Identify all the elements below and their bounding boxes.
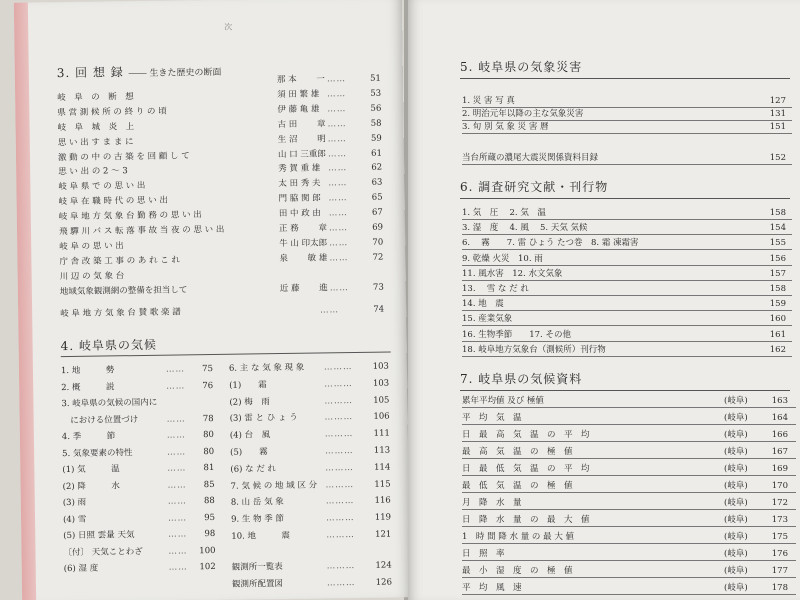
toc-entry-page: 53 [370,88,382,99]
toc-entry-page: 88 [203,495,215,507]
toc-entry-page: 175 [771,532,788,542]
toc-entry-page: 103 [372,361,390,372]
toc-row [462,479,796,493]
toc-entry-title: 2. 概 説 [61,381,115,393]
toc-entry-title: 月 降 水 量 [462,498,522,508]
right-page [408,0,800,600]
section-3-heading: 3. 回 想 録 [56,65,124,81]
toc-entry-page: 76 [202,380,214,391]
toc-row [230,443,395,459]
leader-dots: ……… [325,446,354,457]
toc-entry-page: 119 [374,512,392,523]
leader-dots: ……… [324,412,354,423]
toc-entry-page: 177 [771,566,788,576]
toc-entry-title: 思 い 出 す ま ま に [57,136,134,148]
toc-entry-author: 泉 敏 雄 [279,253,328,264]
toc-entry-author: 門 脇 関 郎 [278,193,321,205]
leader-dots: …… [329,252,349,264]
toc-entry-title: 日 照 率 [462,549,505,559]
toc-entry-location: (岐阜) [724,447,748,457]
toc-entry-title: (6) 湿 度 [63,563,99,575]
toc-entry-title: 累年平均値 及び 極値 [462,396,544,406]
toc-entry-location: (岐阜) [724,430,748,440]
toc-entry-page: 161 [769,329,786,340]
section-7-entries [462,394,796,600]
toc-entry-title: 最 高 気 温 の 極 値 [462,447,573,457]
toc-entry-author: 伊 藤 亀 雄 [277,104,320,115]
leader-dots: …… [329,282,349,293]
toc-entry-page: 164 [771,413,788,423]
toc-entry-title: 1 時 間 降 水 量 の 最 大 値 [462,532,575,542]
toc-row [231,527,396,543]
toc-entry-title: 地域気象観測網の整備を担当して [59,284,188,297]
toc-row [230,427,395,443]
section-7-title: 7. 岐阜県の気候資料 [460,372,583,386]
toc-entry-title: (4) 台 風 [229,430,271,441]
toc-entry-page: 154 [769,223,786,234]
toc-entry-page: 85 [203,479,215,490]
toc-entry-page: 131 [769,109,786,119]
toc-row [232,575,397,591]
toc-row [462,564,796,578]
toc-entry-title: (5) 霧 [230,447,268,458]
toc-entry-page: 157 [769,268,786,279]
toc-row [63,494,223,510]
toc-entry-page: 100 [199,545,216,556]
section-3-subtitle: ―― 生きた歴史の断面 [128,67,222,80]
leader-dots: …… [165,364,186,375]
toc-row [61,378,221,394]
toc-entry-title: 15. 産業気象 [462,314,513,325]
toc-entry-title: 16. 生物季節 17. その他 [462,329,571,340]
toc-row [62,411,222,427]
toc-entry-title: 飛 驒 川 バ ス 転 落 事 故 当 夜 の 思 い 出 [58,224,225,238]
toc-entry-title: 日 最 高 気 温 の 平 均 [462,430,590,440]
toc-row [61,362,221,378]
toc-entry-title: 川 辺 の 気 象 台 [59,270,125,282]
toc-entry-page: 62 [371,163,383,174]
leader-dots: …… [167,446,187,458]
leader-dots: ……… [326,577,356,589]
toc-entry-page: 61 [371,148,383,159]
toc-entry-title: 1. 地 勢 [60,365,115,377]
toc-entry-title: 岐 阜 の 思 い 出 [59,241,124,253]
leader-dots: …… [167,479,187,491]
section-5-title: 5. 岐阜県の気象災害 [460,60,583,74]
toc-row [462,581,796,595]
toc-entry-title: 9. 生 物 季 節 [231,514,285,525]
toc-entry-title: 〔付〕 天気ことわざ [63,546,143,558]
leader-dots: …… [328,163,348,174]
toc-entry-title: 日 降 水 量 の 最 大 値 [462,515,590,525]
toc-entry-page: 80 [202,429,214,441]
toc-entry-title: 平 均 風 速 [462,583,522,593]
toc-row [462,282,792,296]
toc-entry-author: 山 口 三重郎 [277,148,326,160]
leader-dots: …… [166,413,186,425]
toc-entry-page: 152 [769,153,786,163]
section-4-column-2 [229,359,397,600]
toc-entry-page: 126 [375,577,393,588]
toc-entry-location: (岐阜) [724,515,748,525]
toc-entry-title: 最 低 気 温 の 極 値 [462,481,573,491]
toc-row [63,543,223,559]
toc-entry-location: (岐阜) [724,396,748,406]
toc-entry-page: 166 [771,430,788,440]
toc-entry-title: 県 営 測 候 所 の 終 り の 頃 [57,106,167,118]
toc-entry-page: 116 [374,495,391,507]
leader-dots: …… [168,562,188,573]
toc-entry-page: 58 [370,118,382,129]
toc-entry-page: 158 [769,284,786,294]
pink-page-edge [14,3,36,600]
toc-entry-page: 159 [769,299,786,310]
toc-entry-page: 72 [372,252,384,263]
song-title: 岐 阜 地 方 気 象 台 賛 歌 楽 譜 [60,307,181,320]
toc-entry-title: 4. 季 節 [61,431,116,443]
toc-entry-title: 11. 風水害 12. 水文気象 [462,268,563,279]
toc-row [462,428,796,442]
toc-entry-page: 95 [204,512,216,523]
left-page [14,0,410,600]
toc-entry-title: 9. 乾燥 火災 10. 雨 [462,253,543,264]
toc-row [462,547,796,561]
toc-entry-page: 75 [202,363,214,375]
leader-dots: …… [320,305,340,316]
toc-row [62,444,222,460]
toc-row [63,510,223,526]
toc-entry-page: 67 [371,207,383,218]
toc-row [462,151,792,165]
section-6-rule [460,198,790,199]
toc-entry-title: 3. 湿 度 4. 風 5. 天気 気候 [462,223,588,234]
toc-row [462,530,796,544]
toc-entry-location: (岐阜) [724,566,748,576]
toc-entry-title: 岐 阜 県 で の 思 い 出 [58,181,146,193]
toc-entry-title: 岐 阜 城 炎 上 [57,121,135,133]
page-header-mark: 次 [224,22,233,32]
toc-entry-title: 最 小 湿 度 の 極 値 [462,566,573,576]
leader-dots: ……… [326,530,355,541]
leader-dots: …… [328,178,348,189]
leader-dots: ……… [325,462,354,474]
toc-entry-author: 那 本 一 [276,74,325,86]
toc-entry-page: 80 [203,446,215,457]
toc-entry-title: 13. 雪 な だ れ [462,284,529,294]
toc-entry-title: 18. 岐阜地方気象台（測候所）刊行物 [462,344,606,355]
section-4-title: 4. 岐阜県の気候 [60,337,157,354]
leader-dots: …… [168,545,188,557]
toc-entry-location: (岐阜) [724,583,748,593]
leader-dots: …… [327,133,347,144]
toc-entry-page: 56 [370,103,382,114]
toc-entry-page: 103 [372,378,390,389]
toc-entry-title: 3. 旬 別 気 象 災 害 暦 [462,122,549,132]
toc-entry-author: 生 沼 明 [277,133,326,145]
toc-entry-page: 124 [375,560,392,571]
toc-row [229,359,394,375]
toc-row [229,393,394,409]
leader-dots: …… [327,118,347,130]
toc-entry-author: 太 田 秀 夫 [278,178,321,190]
toc-entry-author: 須 田 繁 雄 [277,89,320,100]
toc-entry-title: 1. 気 圧 2. 気 温 [462,208,546,218]
toc-entry-page: 121 [374,529,392,540]
leader-dots: …… [327,148,348,159]
toc-row [462,221,792,235]
leader-dots: ……… [324,378,353,390]
toc-entry-author: 古 田 章 [277,119,326,130]
toc-entry-title: 岐 阜 在 職 時 代 の 思 い 出 [58,195,169,208]
toc-entry-location: (岐阜) [724,549,748,559]
toc-row [230,460,395,476]
toc-entry-title: 8. 山 岳 気 象 [230,497,284,509]
toc-row [462,297,792,311]
toc-entry-title: 3. 岐阜県の気候の国内に [61,397,158,410]
toc-row [63,527,223,543]
toc-row [462,513,796,527]
toc-entry-author: 近 藤 進 [279,282,328,294]
toc-row [462,107,792,121]
leader-dots: ……… [325,479,355,491]
toc-entry-title: 庁 舎 改 築 工 事 の あ れ こ れ [59,255,181,267]
toc-row [462,206,792,220]
toc-entry-location: (岐阜) [724,464,748,474]
toc-entry-page: 114 [374,462,391,473]
toc-entry-title: 6. 主 な 気 象 現 象 [228,362,305,374]
toc-entry-page: 178 [771,583,788,593]
toc-entry-title: 1. 災 害 写 真 [462,96,515,106]
toc-entry-page: 163 [771,396,788,406]
toc-entry-page: 69 [372,222,384,233]
toc-entry-title: 当台所蔵の濃尾大震災関係資料目録 [462,153,599,163]
toc-entry-title: (2) 降 水 [62,480,120,492]
toc-row [231,511,396,527]
toc-entry-title: 観測所配置図 [231,578,284,590]
toc-row [231,477,396,493]
toc-entry-title: 激 動 の 中 の 古 築 を 回 顧 し て [57,150,190,163]
toc-row [462,496,796,510]
leader-dots: …… [168,529,188,540]
toc-entry-title: 岐 阜 の 断 想 [57,91,134,104]
toc-entry-location: (岐阜) [724,481,748,491]
toc-entry-location: (岐阜) [724,498,748,508]
toc-entry-page: 81 [203,462,215,474]
toc-entry-title: (4) 雪 [62,514,87,525]
toc-entry-page: 127 [769,96,786,106]
toc-entry-page: 59 [370,133,382,144]
toc-entry-page: 172 [771,498,788,508]
toc-entry-page: 162 [769,344,786,355]
leader-dots: …… [327,103,347,115]
leader-dots: …… [167,496,187,507]
toc-row [64,560,224,576]
toc-entry-page: 65 [371,192,383,203]
leader-dots: …… [328,193,348,204]
toc-entry-title: 日 最 低 気 温 の 平 均 [462,464,590,474]
toc-row [462,343,792,357]
toc-row [462,267,792,281]
toc-entry-page: 169 [771,464,788,474]
toc-entry-page: 158 [769,208,786,218]
toc-entry-title: 5. 気象要素の特性 [62,447,133,459]
toc-entry-page: 156 [769,253,786,264]
toc-entry-title: (3) 雨 [62,497,87,509]
toc-row [462,462,796,476]
toc-row [462,445,796,459]
toc-entry-title: 10. 地 震 [231,530,291,542]
toc-entry-page: 63 [371,177,383,189]
toc-row [462,94,792,108]
toc-entry-title: 2. 明治元年以降の主な気象災害 [462,109,584,119]
toc-row [61,395,221,411]
leader-dots: …… [167,512,188,524]
leader-dots: …… [327,88,347,100]
toc-entry-page: 70 [372,237,384,248]
section-5-rule [460,78,790,79]
leader-dots: …… [166,380,186,392]
toc-entry-author: 田 中 政 由 [278,208,321,220]
toc-row [462,328,792,342]
section-5-entries [462,94,792,174]
toc-row [462,252,792,266]
toc-entry-title: (6) な だ れ [230,463,277,475]
toc-row [232,558,397,574]
section-7-rule [460,390,790,391]
toc-entry-title: 思 い 出 の 2 〜 3 [58,166,128,178]
toc-row [462,411,796,425]
leader-dots: ……… [325,513,355,524]
toc-entry-page: 151 [769,122,786,132]
toc-entry-author: 正 務 章 [278,223,327,235]
toc-entry-title: における位置づけ [61,414,139,426]
leader-dots: ……… [324,429,354,440]
toc-row [230,410,395,426]
toc-entry-title: 観測所一覧表 [231,561,283,573]
toc-entry-page: 111 [373,428,390,439]
toc-entry-page: 176 [771,549,788,559]
toc-row [462,236,792,250]
toc-entry-page: 115 [374,479,391,490]
leader-dots: …… [326,74,346,85]
toc-entry-page: 105 [373,395,390,406]
leader-dots: …… [329,237,349,249]
toc-entry-page: 170 [771,481,788,491]
toc-row [62,477,222,493]
leader-dots: …… [328,223,349,234]
toc-entry-title: 7. 気 候 の 地 域 区 分 [230,480,318,492]
toc-entry-page: 73 [372,282,384,293]
section-6-entries [462,206,792,356]
leader-dots: …… [328,208,348,219]
leader-dots: …… [166,430,186,441]
toc-entry-title: (1) 気 温 [62,464,120,476]
toc-entry-title: 岐 阜 地 方 気 象 台 勤 務 の 思 い 出 [58,210,202,223]
toc-entry-page: 160 [769,314,786,325]
toc-entry-page: 106 [373,411,390,423]
toc-row [62,461,222,477]
toc-row [462,312,792,326]
song-page: 74 [373,304,385,315]
toc-entry-title: 平 均 気 温 [462,413,522,423]
toc-entry-title: 14. 地 震 [462,299,504,310]
toc-entry-author: 牛 山 印太郎 [279,238,328,249]
toc-entry-page: 102 [199,561,216,573]
toc-entry-location: (岐阜) [724,413,748,423]
toc-entry-page: 78 [202,413,214,424]
leader-dots: ……… [324,395,353,407]
toc-entry-page: 98 [204,528,216,540]
leader-dots: ……… [326,560,356,572]
leader-dots: ……… [323,362,353,373]
toc-row [462,394,796,408]
toc-entry-page: 51 [370,73,381,84]
section-6-title: 6. 調査研究文献・刊行物 [460,180,609,194]
toc-entry-page: 113 [373,445,391,456]
leader-dots: …… [167,463,187,474]
section-4-column-1 [61,362,224,594]
toc-row [462,120,792,134]
toc-entry-page: 167 [771,447,788,457]
toc-entry-title: 6. 霧 7. 雷 ひょう たつ巻 8. 霜 凍霜害 [462,238,639,249]
leader-dots: ……… [325,496,355,507]
toc-entry-author: 秀 賀 重 雄 [278,163,321,175]
toc-row [229,376,394,392]
toc-entry-page: 173 [771,515,788,525]
toc-entry-page: 155 [769,238,786,249]
toc-entry-title: (3) 雷 と ひ ょ う [229,413,298,425]
toc-row [231,494,396,510]
toc-entry-title: (1) 霜 [229,380,267,391]
toc-entry-location: (岐阜) [724,532,748,542]
toc-entry-title: (2) 梅 雨 [229,396,270,408]
toc-row [62,428,222,444]
toc-entry-title: (5) 日照 雲量 天気 [63,530,135,542]
